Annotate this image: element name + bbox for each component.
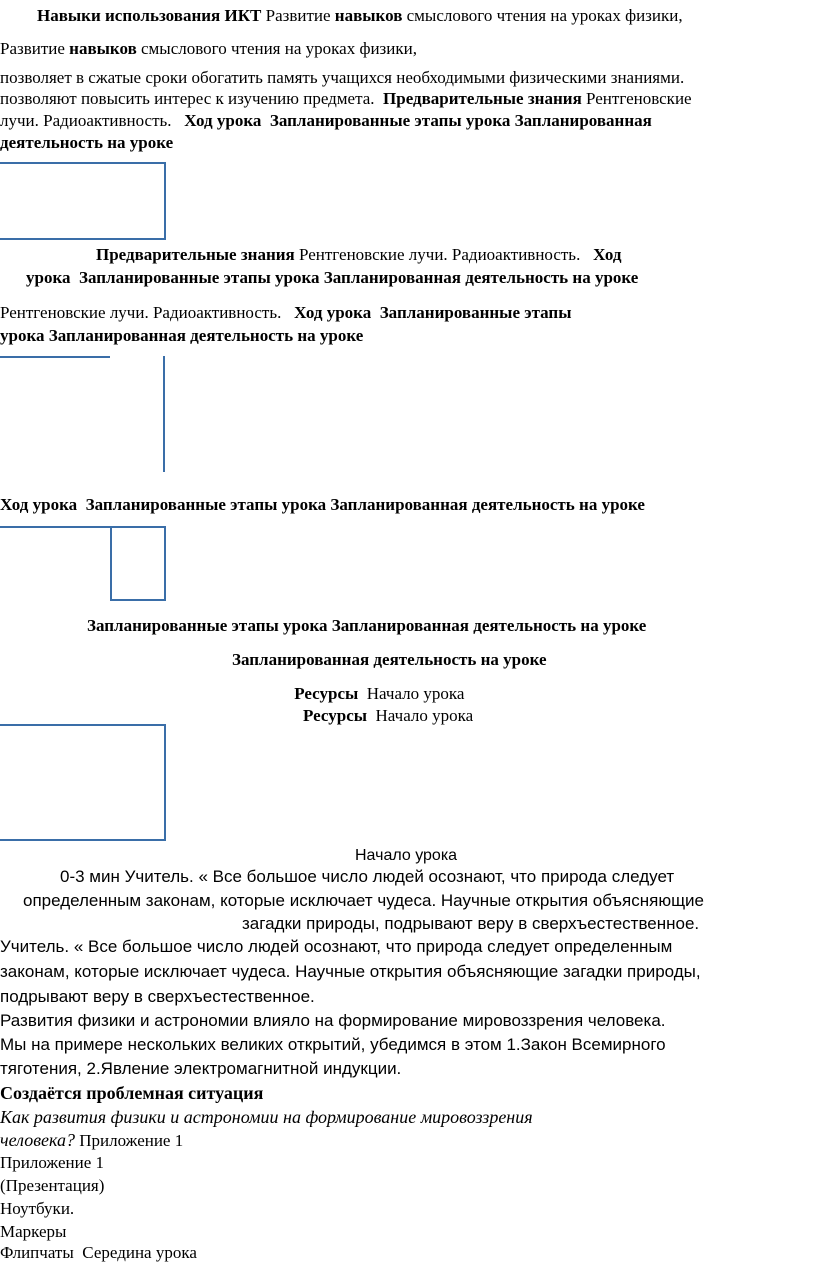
- text-line: [96, 244, 621, 266]
- text: смыслового чтения на уроках физики,: [402, 6, 683, 25]
- diagram-line: [110, 526, 112, 601]
- text: Приложение 1: [74, 1131, 184, 1150]
- text-line: Ноутбуки.: [0, 1199, 75, 1218]
- text-bold: Ход урока: [294, 303, 372, 322]
- text-bold: Ход урока: [0, 495, 78, 514]
- text-line: Мы на примере нескольких великих открытий, убедимся в этом 1.Закон Всемирного: [0, 1035, 666, 1054]
- text-italic: человека?: [0, 1130, 75, 1150]
- text-line: [0, 325, 363, 347]
- text-line: Как развития физики и астрономии на формирование мировоззрения: [0, 1107, 533, 1127]
- text-line: [290, 683, 464, 705]
- text-bold: Запланированная деятельность на уроке: [330, 495, 645, 514]
- text: Рентгеновские лучи. Радиоактивность.: [0, 303, 286, 322]
- text-bold: Запланированная деятельность на уроке: [48, 326, 364, 345]
- diagram-line: [0, 356, 110, 358]
- text-bold: навыков: [69, 39, 137, 58]
- diagram-line: [0, 526, 166, 528]
- heading-line-1: [37, 5, 683, 27]
- text-bold: урока: [0, 326, 45, 345]
- text-bold: Запланированные этапы урока: [87, 616, 328, 635]
- text: Начало урока: [371, 706, 474, 725]
- text-bold: урока: [26, 268, 71, 287]
- text-bold: Предварительные знания: [96, 245, 295, 264]
- text-line: определенным законам, которые исключает чудеса. Научные открытия объясняющие: [23, 891, 705, 910]
- text-line: Приложение 1: [0, 1153, 104, 1172]
- text-line: [303, 705, 473, 727]
- text-line: [60, 866, 674, 888]
- text-line: [0, 1129, 183, 1152]
- text-bold: Запланированные этапы урока: [269, 111, 511, 130]
- text-line: [26, 267, 638, 289]
- text-line: позволяет в сжатые сроки обогатить память учащихся необходимыми физическими знаниями.: [0, 68, 685, 87]
- text-bold: Предварительные знания: [383, 89, 582, 108]
- text-line: [0, 38, 417, 60]
- text-line: [0, 88, 692, 110]
- text-line: [0, 494, 645, 516]
- diagram-box: [0, 162, 166, 240]
- text-line: Запланированная деятельность на уроке: [232, 650, 547, 669]
- text: 0-3 мин: [60, 867, 120, 886]
- text-bold: Ход: [593, 245, 622, 264]
- text-line: законам, которые исключает чудеса. Научные открытия объясняющие загадки природы,: [0, 962, 701, 981]
- text-line: тяготения, 2.Явление электромагнитной индукции.: [0, 1059, 402, 1078]
- diagram-box: [0, 724, 166, 841]
- text-bold: Ресурсы: [303, 706, 368, 725]
- text: позволяют повысить интерес к изучению предмета.: [0, 89, 375, 108]
- text-line: Учитель. « Все большое число людей осознают, что природа следует определенным: [0, 937, 673, 956]
- text-bold: Запланированная деятельность на уроке: [331, 616, 647, 635]
- text-line: (Презентация): [0, 1176, 105, 1195]
- text: Развитие: [261, 6, 335, 25]
- text-line: [0, 1242, 197, 1264]
- text-bold: Ход урока: [184, 111, 262, 130]
- text: Учитель. « Все большое число людей осознают, что природа следует: [119, 867, 675, 886]
- text-bold: Запланированная деятельность на уроке: [323, 268, 639, 287]
- text: лучи. Радиоактивность.: [0, 111, 176, 130]
- subheading: Создаётся проблемная ситуация: [0, 1083, 264, 1103]
- text-bold: Ресурсы: [294, 684, 359, 703]
- text: Начало урока: [362, 684, 465, 703]
- text-line: [0, 110, 652, 132]
- diagram-line: [164, 526, 166, 601]
- text: Развитие: [0, 39, 70, 58]
- text-line: загадки природы, подрывают веру в сверхъестественное.: [242, 914, 700, 933]
- text-line: Маркеры: [0, 1222, 67, 1241]
- text-line: деятельность на уроке: [0, 133, 174, 152]
- diagram-line: [110, 599, 166, 601]
- text-line: Развития физики и астрономии влияло на формирование мировоззрения человека.: [0, 1011, 666, 1030]
- section-title: Начало урока: [355, 847, 458, 864]
- text-bold: Запланированные этапы урока: [85, 495, 327, 514]
- text-bold: Навыки использования ИКТ: [37, 6, 262, 25]
- text-bold: Запланированная: [514, 111, 652, 130]
- text-line: [87, 615, 646, 637]
- text-bold: Запланированные этапы урока: [79, 268, 320, 287]
- text: Рентгеновские лучи. Радиоактивность.: [294, 245, 585, 264]
- text-line: подрывают веру в сверхъестественное.: [0, 987, 315, 1006]
- text: смыслового чтения на уроках физики,: [136, 39, 417, 58]
- text-line: [0, 302, 572, 324]
- text: Флипчаты: [0, 1243, 74, 1262]
- text-bold: Запланированные этапы: [379, 303, 572, 322]
- diagram-line: [163, 356, 165, 472]
- text: Середина урока: [78, 1243, 197, 1262]
- text-bold: навыков: [334, 6, 403, 25]
- text: Рентгеновские: [581, 89, 692, 108]
